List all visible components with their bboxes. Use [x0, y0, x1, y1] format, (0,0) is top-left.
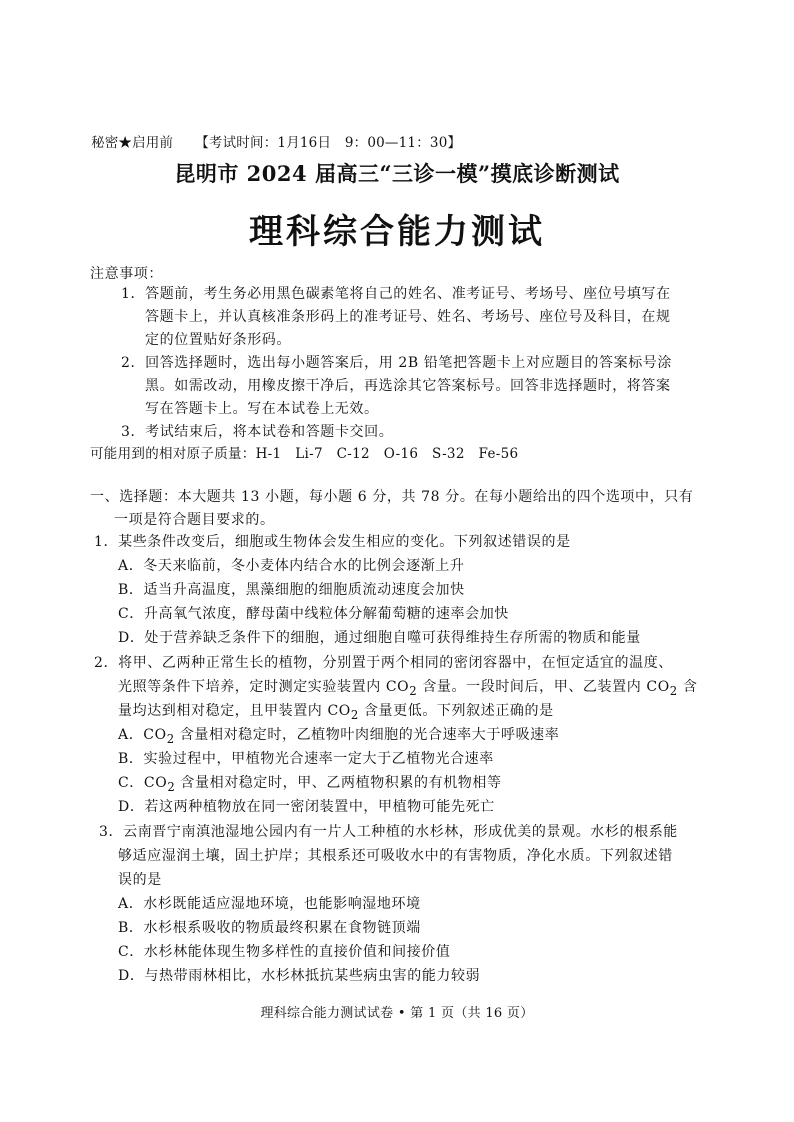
question-2-stem-cont: 光照等条件下培养，定时测定实验装置内 $CO_2$ 含量。一段时间后，甲、乙装置内 $CO_2$ 含 — [118, 679, 698, 698]
exam-time: 【考试时间：1月16日 9：00—11：30】 — [195, 135, 462, 151]
question-2-option-a: A．$CO_2$ 含量相对稳定时，乙植物叶肉细胞的光合速率大于呼吸速率 — [118, 727, 560, 746]
question-1-option-a: A．冬天来临前，冬小麦体内结合水的比例会逐渐上升 — [118, 558, 465, 574]
subject-title: 理科综合能力测试 — [249, 212, 545, 252]
question-3-option-d: D．与热带雨林相比，水杉林抵抗某些病虫害的能力较弱 — [118, 968, 481, 984]
question-3-stem-cont: 够适应湿润土壤，固土护岸；其根系还可吸收水中的有害物质，净化水质。下列叙述错 — [118, 848, 673, 864]
question-3-stem: 3．云南晋宁南滇池湿地公园内有一片人工种植的水杉林，形成优美的景观。水杉的根系能 — [99, 824, 678, 840]
question-3-stem-cont: 误的是 — [118, 872, 162, 888]
notes-line: 写在答题卡上。写在本试卷上无效。 — [145, 401, 379, 417]
question-3-option-b: B．水杉根系吸收的物质最终积累在食物链顶端 — [118, 920, 421, 936]
question-2-option-c: C．$CO_2$ 含量相对稳定时，甲、乙两植物积累的有机物相等 — [118, 775, 502, 794]
question-2-option-d: D．若这两种植物放在同一密闭装置中，甲植物可能先死亡 — [118, 799, 495, 815]
atomic-masses: 可能用到的相对原子质量：H-1 Li-7 C-12 O-16 S-32 Fe-56 — [90, 446, 519, 462]
section-heading: 一、选择题：本大题共 13 小题，每小题 6 分，共 78 分。在每小题给出的四个选项中，只有 — [90, 489, 694, 505]
page-footer: 理科综合能力测试试卷 • 第 1 页（共 16 页） — [260, 1006, 534, 1021]
notes-line: 黑。如需改动，用橡皮擦干净后，再选涂其它答案标号。回答非选择题时，将答案 — [145, 378, 671, 394]
notes-line: 1．答题前，考生务必用黑色碳素笔将自己的姓名、准考证号、考场号、座位号填写在 — [121, 286, 671, 302]
notes-line: 2．回答选择题时，选出每小题答案后，用 2B 铅笔把答题卡上对应题目的答案标号涂 — [121, 355, 673, 371]
section-heading-cont: 一项是符合题目要求的。 — [114, 512, 275, 528]
question-3-option-a: A．水杉既能适应湿地环境，也能影响湿地环境 — [118, 896, 421, 912]
question-1-option-b: B．适当升高温度，黑藻细胞的细胞质流动速度会加快 — [118, 582, 465, 598]
notes-line: 3．考试结束后，将本试卷和答题卡交回。 — [121, 424, 394, 440]
notes-line: 答题卡上，并认真核准条形码上的准考证号、姓名、考场号、座位号及科目，在规 — [145, 309, 671, 325]
question-2-option-b: B．实验过程中，甲植物光合速率一定大于乙植物光合速率 — [118, 751, 494, 767]
question-2-stem-cont: 量均达到相对稳定，且甲装置内 $CO_2$ 含量更低。下列叙述正确的是 — [118, 703, 554, 722]
exam-header — [91, 131, 461, 151]
notes-heading: 注意事项： — [90, 266, 163, 282]
question-2-stem: 2．将甲、乙两种正常生长的植物，分别置于两个相同的密闭容器中，在恒定适宜的温度、 — [94, 655, 673, 671]
question-1-stem: 1．某些条件改变后，细胞或生物体会发生相应的变化。下列叙述错误的是 — [94, 534, 571, 550]
confidential-label: 秘密★启用前 — [91, 135, 174, 151]
question-3-option-c: C．水杉林能体现生物多样性的直接价值和间接价值 — [118, 944, 451, 960]
question-1-option-c: C．升高氧气浓度，酵母菌中线粒体分解葡萄糖的速率会加快 — [118, 606, 509, 622]
exam-title: 昆明市 2024 届高三“三诊一模”摸底诊断测试 — [174, 161, 620, 186]
question-1-option-d: D．处于营养缺乏条件下的细胞，通过细胞自噬可获得维持生存所需的物质和能量 — [118, 630, 641, 646]
notes-line: 定的位置贴好条形码。 — [145, 332, 291, 348]
